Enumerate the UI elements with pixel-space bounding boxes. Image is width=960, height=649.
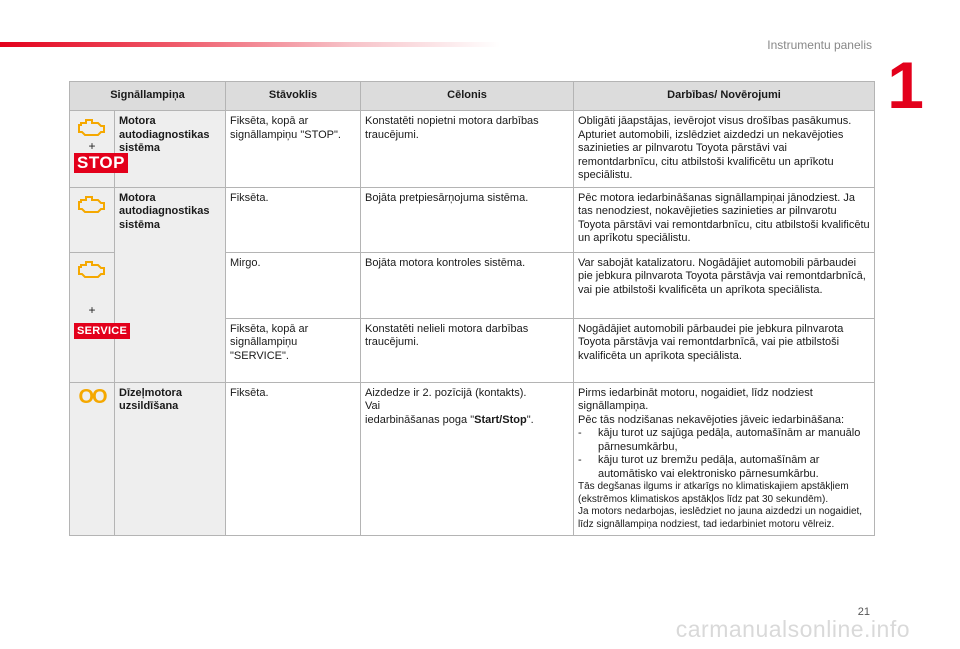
table-row (70, 187, 875, 252)
lamp-icon-cell (70, 382, 115, 536)
col-header-lamp: Signāllampiņa (70, 82, 226, 111)
lamp-action: Obligāti jāapstājas, ievērojot visus drošības pasākumus. Apturiet automobili, izslēdziet aizdedzi un nekavējoties sazinieties ar pilnvarotu Toyota pārstāvi vai remontdarbnīcu, citu atbilstoši kvalificētu un aprīkotu speciālistu. (574, 111, 875, 188)
col-header-state: Stāvoklis (226, 82, 361, 111)
glow-plug-icon: OO (78, 385, 106, 408)
table-row (70, 382, 875, 536)
table-row (70, 111, 875, 188)
page-number: 21 (857, 606, 870, 618)
chapter-number: 1 (887, 48, 924, 122)
cause-line: Vai (365, 400, 381, 412)
list-item: - kāju turot uz sajūga pedāļa, automašīnām ar manuālo pārnesumkārbu, (578, 427, 861, 453)
lamp-icon-cell (70, 252, 128, 382)
stop-icon: STOP (74, 153, 128, 173)
lamp-action: Var sabojāt katalizatoru. Nogādājiet automobili pārbaudei pie jebkura pilnvarota Toyota pārstāvja vai remontdarbnīcā, vai pie atbilstoši kvalificēta un aprīkota speciālista. (574, 252, 875, 318)
engine-warning-icon (77, 194, 107, 214)
lamp-state: Fiksēta. (226, 187, 361, 252)
lamp-state: Mirgo. (226, 252, 361, 318)
lamp-state: Fiksēta. (226, 382, 361, 536)
lamp-icon-cell (70, 187, 115, 252)
table-header-row (70, 82, 875, 111)
lamp-cause: Konstatēti nelieli motora darbības traucējumi. (361, 318, 574, 382)
watermark: carmanualsonline.info (675, 616, 910, 642)
warning-lamp-table (69, 81, 875, 536)
lamp-name: Motora autodiagnostikas sistēma (115, 187, 226, 382)
plus-sign: + (88, 139, 96, 153)
lamp-name: Motora autodiagnostikas sistēma (115, 111, 226, 188)
cause-line: iedarbināšanas poga "Start/Stop". (365, 413, 534, 426)
lamp-cause: Konstatēti nopietni motora darbības traucējumi. (361, 111, 574, 188)
list-item: - kāju turot uz bremžu pedāļa, automašīnām ar automātisko vai elektronisko pārnesumkārbu. (578, 454, 820, 480)
note: Tās degšanas ilgums ir atkarīgs no klimatiskajiem apstākļiem (ekstrēmos klimatiskos apstākļos līdz pat 30 sekundēm). (578, 481, 849, 505)
col-header-cause: Cēlonis (361, 82, 574, 111)
engine-warning-icon (77, 117, 107, 137)
note: Ja motors nedarbojas, ieslēdziet no jauna aizdedzi un nogaidiet, līdz signāllampiņa nodziest, tad iedarbiniet motoru vēlreiz. (578, 506, 863, 530)
lamp-cause (361, 382, 574, 536)
lamp-name: Dīzeļmotora uzsildīšana (115, 382, 226, 536)
lamp-state: Fiksēta, kopā ar signāllampiņu "STOP". (226, 111, 361, 188)
lamp-action: Nogādājiet automobili pārbaudei pie jebkura pilnvarota Toyota pārstāvja vai remontdarbnīcā, vai pie atbilstoši kvalificēta un aprīkota speciālista. (574, 318, 875, 382)
action-paragraph: Pēc tās nodzišanas nekavējoties jāveic iedarbināšana: (578, 413, 845, 426)
lamp-action: Pēc motora iedarbināšanas signāllampiņai jānodziest. Ja tas nenodziest, nokavējieties sazinieties ar pilnvarotu Toyota pārstāvi vai remontdarbnīcu, citu atbilstoši kvalificētu un aprīkotu speciālistu. (574, 187, 875, 252)
col-header-action: Darbības/ Novērojumi (574, 82, 875, 111)
lamp-icon-cell (70, 111, 125, 188)
engine-warning-icon (77, 259, 107, 279)
lamp-cause: Bojāta pretpiesārņojuma sistēma. (361, 187, 574, 252)
cause-line: Aizdedze ir 2. pozīcijā (kontakts). (365, 386, 527, 399)
start-stop-label: Start/Stop (474, 413, 527, 426)
header-accent-bar (0, 42, 500, 47)
section-title: Instrumentu panelis (767, 38, 872, 52)
service-icon: SERVICE (74, 323, 130, 339)
plus-sign: + (88, 302, 96, 317)
lamp-action (574, 382, 875, 536)
action-paragraph: Pirms iedarbināt motoru, nogaidiet, līdz nodziest signāllampiņa. (578, 386, 813, 412)
lamp-state: Fiksēta, kopā ar signāllampiņu "SERVICE". (226, 318, 361, 382)
lamp-cause: Bojāta motora kontroles sistēma. (361, 252, 574, 318)
